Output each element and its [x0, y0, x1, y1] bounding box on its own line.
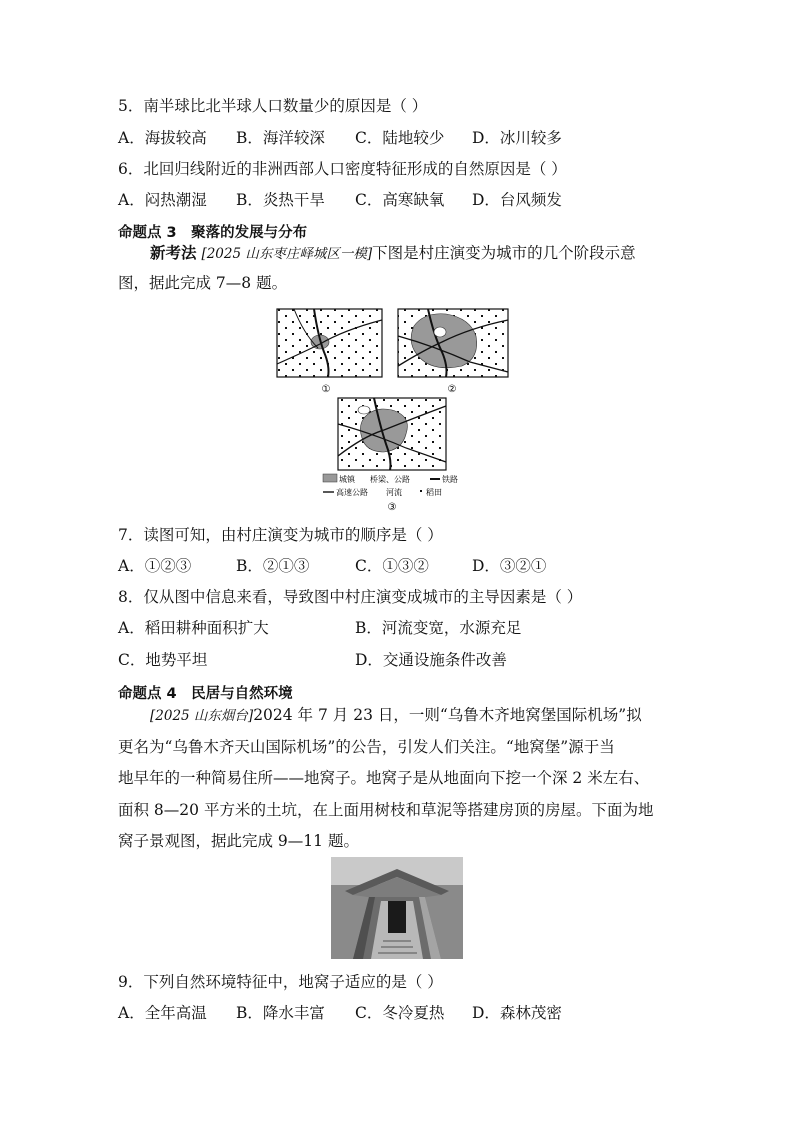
q5-option-d: D．冰川较多 — [472, 129, 562, 147]
q9-stem: 9．下列自然环境特征中，地窝子适应的是（ ） — [118, 973, 443, 991]
q7-option-a: A．①②③ — [118, 557, 192, 575]
section3-source: [2025 山东枣庄峄城区一模] — [201, 246, 373, 262]
section4-para-line1 — [150, 705, 642, 726]
q8-option-d: D．交通设施条件改善 — [355, 651, 507, 669]
section4-para-line3: 地早年的一种简易住所——地窝子。地窝子是从地面向下挖一个深 2 米左右、 — [118, 769, 650, 787]
q8-option-a: A．稻田耕种面积扩大 — [118, 619, 269, 637]
legend-town: 城镇 — [339, 475, 355, 484]
dugout-photo — [331, 857, 463, 959]
section3-tag: 新考法 — [150, 244, 197, 262]
section4-para-line2: 更名为“乌鲁木齐天山国际机场”的公告，引发人们关注。“地窝堡”源于当 — [118, 738, 615, 756]
legend-rice-field: 稻田 — [426, 488, 442, 497]
q9-option-c: C．冬冷夏热 — [355, 1004, 445, 1022]
legend-railway: 铁路 — [442, 475, 458, 484]
section4-para-line4: 面积 8—20 平方米的土坑，在上面用树枝和草泥等搭建房顶的房屋。下面为地 — [118, 801, 654, 819]
q5-option-a: A．海拔较高 — [118, 129, 207, 147]
q6-stem: 6．北回归线附近的非洲西部人口密度特征形成的自然原因是（ ） — [118, 160, 567, 178]
q9-option-b: B．降水丰富 — [236, 1004, 325, 1022]
q6-option-a: A．闷热潮湿 — [118, 191, 207, 209]
map-stage-1 — [277, 309, 382, 377]
map-label-3: ③ — [387, 502, 397, 513]
legend-bridge-road: 桥梁、公路 — [370, 475, 410, 484]
map-label-2: ② — [447, 384, 457, 395]
q5-stem: 5．南半球比北半球人口数量少的原因是（ ） — [118, 97, 428, 115]
section3-intro-text: 下图是村庄演变为城市的几个阶段示意 — [372, 244, 636, 262]
section4-para-line5: 窝子景观图，据此完成 9—11 题。 — [118, 832, 359, 850]
q8-option-b: B．河流变宽，水源充足 — [355, 619, 522, 637]
q7-option-b: B．②①③ — [236, 557, 310, 575]
q5-option-b: B．海洋较深 — [236, 129, 325, 147]
legend-river: 河流 — [386, 488, 402, 497]
village-evolution-figure — [274, 306, 514, 516]
map-legend — [323, 474, 458, 497]
q9-option-d: D．森林茂密 — [472, 1004, 562, 1022]
q6-option-b: B．炎热干旱 — [236, 191, 325, 209]
section4-para-text: 2024 年 7 月 23 日，一则“乌鲁木齐地窝堡国际机场”拟 — [253, 706, 642, 724]
q8-option-c: C．地势平坦 — [118, 651, 208, 669]
q6-option-c: C．高寒缺氧 — [355, 191, 445, 209]
map-label-1: ① — [321, 384, 331, 395]
section4-title: 命题点 4 民居与自然环境 — [118, 686, 293, 702]
legend-highway: 高速公路 — [336, 488, 368, 497]
map-stage-2 — [398, 309, 508, 377]
section3-intro-line1 — [150, 243, 636, 264]
section4-source: [2025 山东烟台] — [150, 708, 254, 724]
q8-stem: 8．仅从图中信息来看，导致图中村庄演变成城市的主导因素是（ ） — [118, 588, 583, 606]
map-stage-3 — [338, 398, 446, 470]
q7-option-d: D．③②① — [472, 557, 547, 575]
section3-intro-line2: 图，据此完成 7—8 题。 — [118, 274, 288, 292]
section3-title: 命题点 3 聚落的发展与分布 — [118, 225, 308, 241]
q7-stem: 7．读图可知，由村庄演变为城市的顺序是（ ） — [118, 526, 443, 544]
q7-option-c: C．①③② — [355, 557, 429, 575]
q9-option-a: A．全年高温 — [118, 1004, 207, 1022]
q6-option-d: D．台风频发 — [472, 191, 562, 209]
q5-option-c: C．陆地较少 — [355, 129, 445, 147]
